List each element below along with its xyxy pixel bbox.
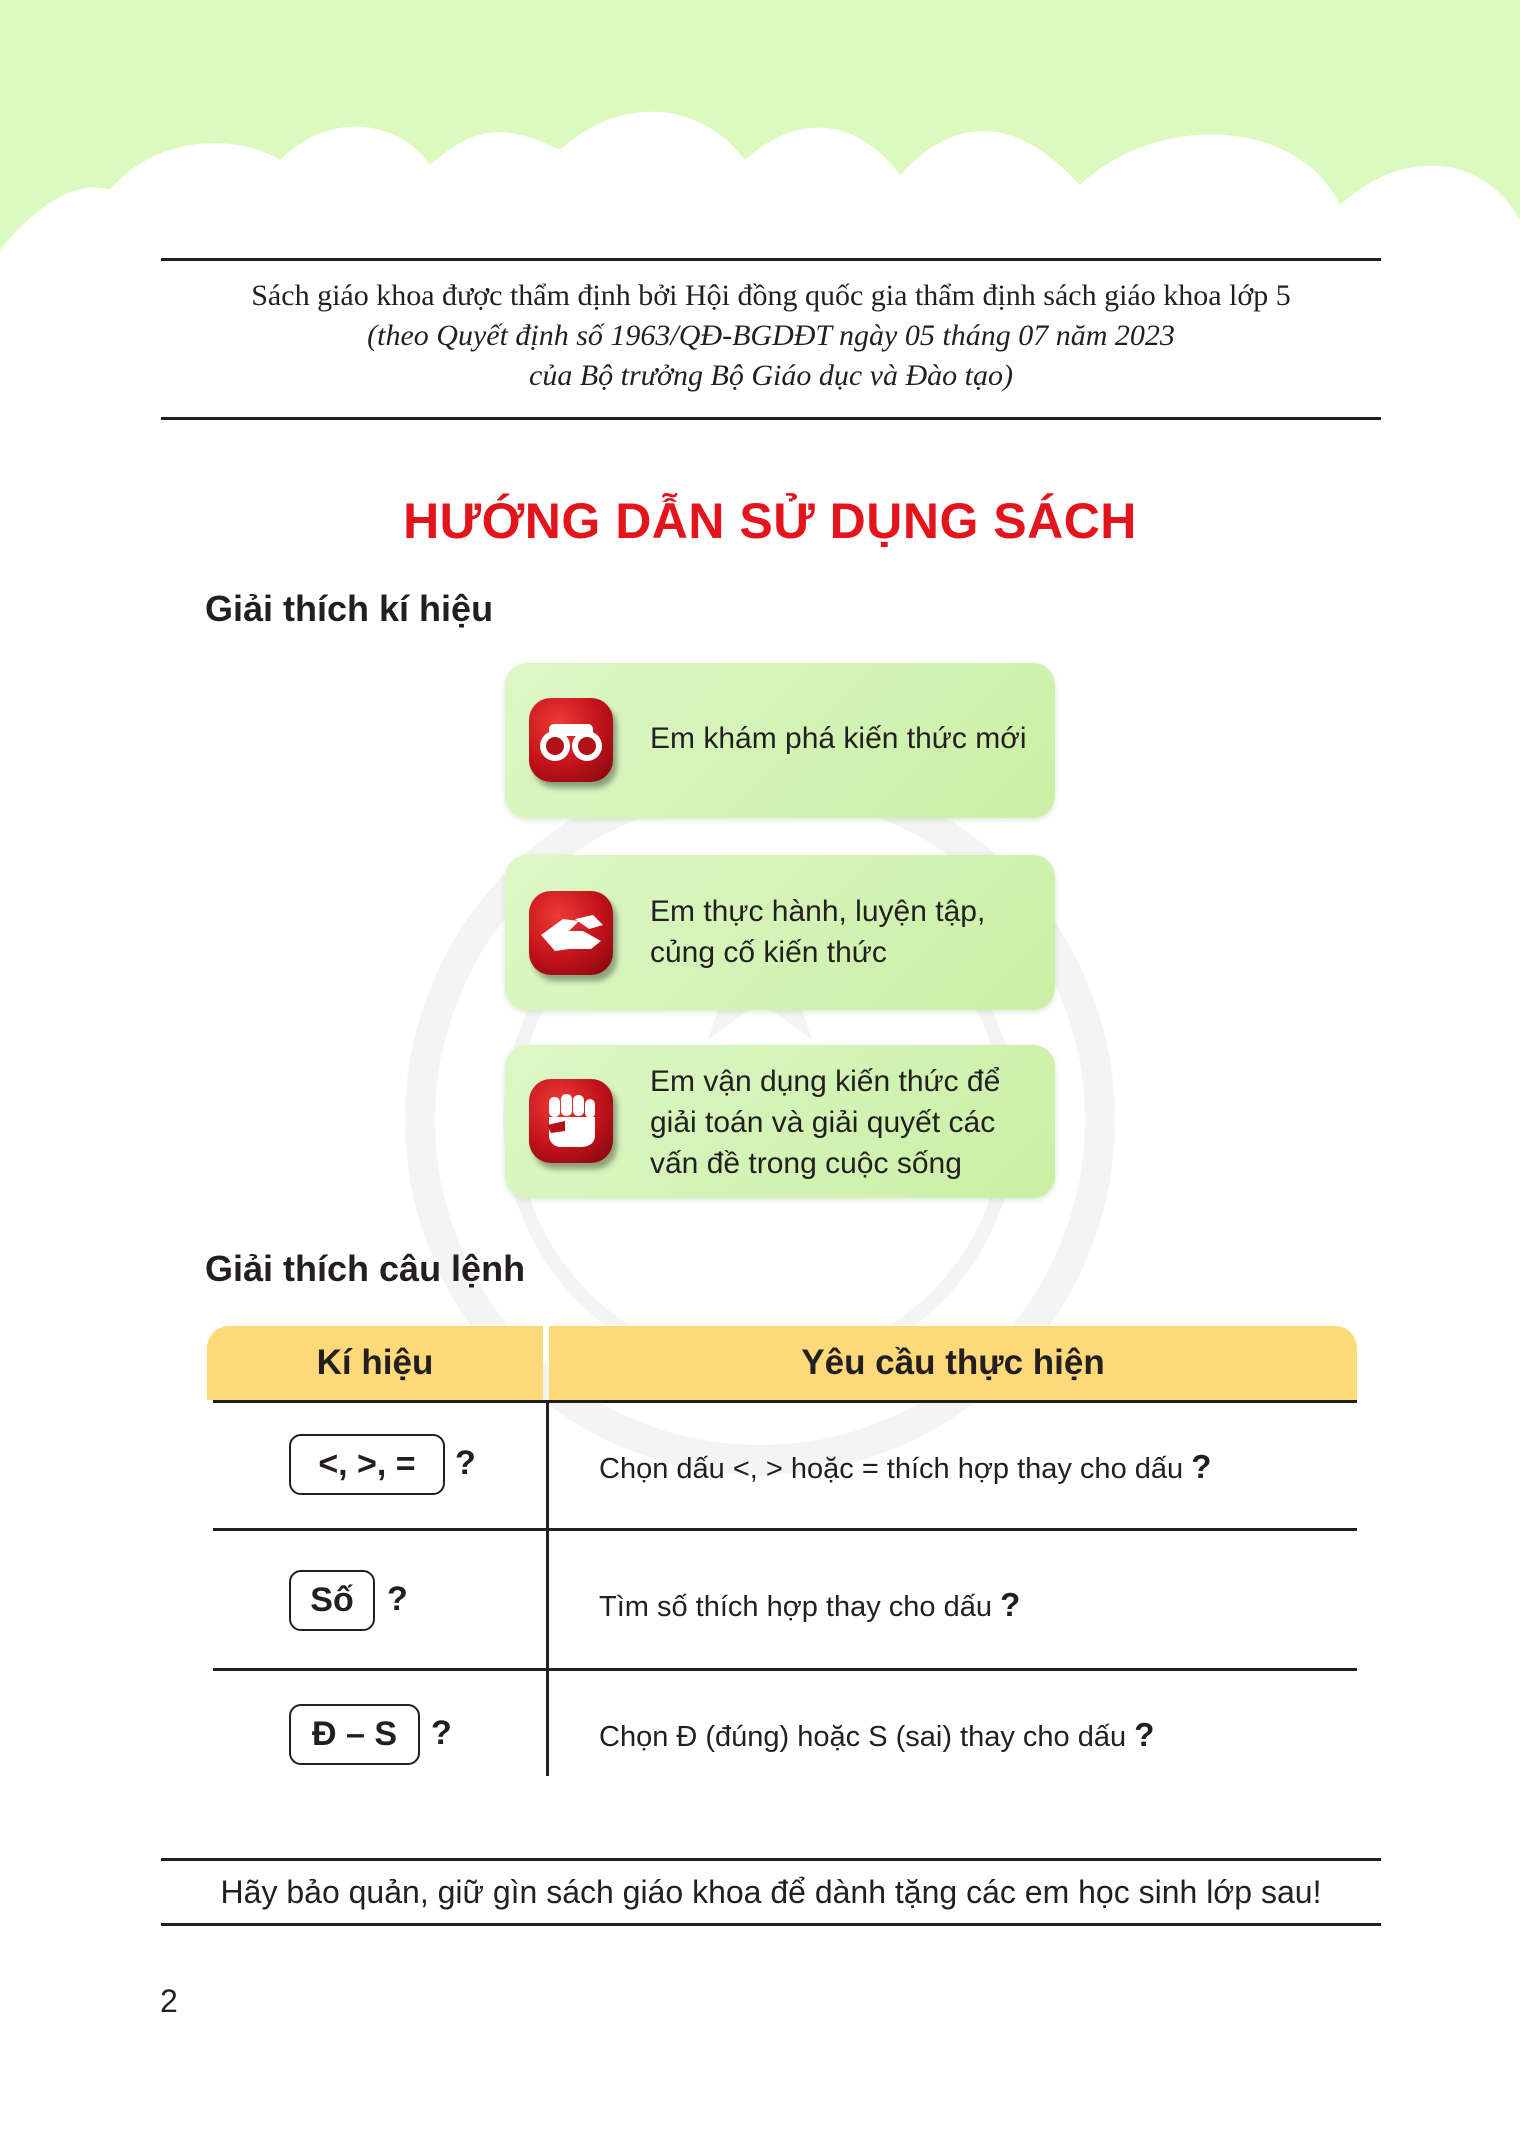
table-row xyxy=(599,1448,1211,1486)
cloud-background xyxy=(0,0,1520,260)
symbol-card-text: Em khám phá kiến thức mới xyxy=(650,722,1027,755)
question-mark: ? xyxy=(455,1444,476,1482)
handshake-icon xyxy=(529,891,613,975)
binoculars-icon xyxy=(529,698,613,782)
symbol-card-text xyxy=(650,891,985,973)
request-question-mark: ? xyxy=(1191,1448,1212,1485)
symbol-card-line: Em thực hành, luyện tập, xyxy=(650,895,986,928)
symbol-compare: <, >, = xyxy=(289,1434,445,1495)
page-number: 2 xyxy=(160,1983,178,2019)
page-title: HƯỚNG DẪN SỬ DỤNG SÁCH xyxy=(403,493,1137,549)
header-symbol: Kí hiệu xyxy=(207,1326,543,1400)
table-row xyxy=(599,1716,1154,1754)
approval-line-1: Sách giáo khoa được thẩm định bởi Hội đồng quốc gia thẩm định sách giáo khoa lớp 5 xyxy=(251,279,1291,312)
symbol-card-line: củng cố kiến thức xyxy=(650,936,887,969)
symbol-card-practice xyxy=(505,855,1055,1010)
request-text: Chọn dấu <, > hoặc = thích hợp thay cho dấu xyxy=(599,1453,1184,1485)
symbol-true-false: Đ – S xyxy=(289,1704,420,1765)
request-question-mark: ? xyxy=(1000,1586,1021,1623)
preservation-note: Hãy bảo quản, giữ gìn sách giáo khoa để dành tặng các em học sinh lớp sau! xyxy=(161,1858,1381,1926)
fist-icon xyxy=(529,1079,613,1163)
table-divider xyxy=(213,1668,1357,1671)
symbol-card-apply xyxy=(505,1045,1055,1198)
symbol-card-discover xyxy=(505,663,1055,818)
table-header xyxy=(207,1326,1357,1400)
commands-table xyxy=(207,1326,1357,1776)
table-column-divider xyxy=(546,1403,549,1776)
table-row xyxy=(599,1586,1020,1624)
symbol-number: Số xyxy=(289,1570,375,1631)
request-text: Chọn Đ (đúng) hoặc S (sai) thay cho dấu xyxy=(599,1721,1127,1753)
table-divider xyxy=(213,1400,1357,1403)
symbol-card-line: Em vận dụng kiến thức để xyxy=(650,1065,1001,1098)
question-mark: ? xyxy=(387,1580,408,1618)
approval-line-3: của Bộ trưởng Bộ Giáo dục và Đào tạo) xyxy=(529,359,1013,392)
approval-line-2: (theo Quyết định số 1963/QĐ-BGDĐT ngày 05 tháng 07 năm 2023 xyxy=(367,319,1175,352)
request-text: Tìm số thích hợp thay cho dấu xyxy=(599,1591,993,1623)
symbol-card-text xyxy=(650,1061,1000,1184)
request-question-mark: ? xyxy=(1134,1716,1155,1753)
header-request: Yêu cầu thực hiện xyxy=(549,1326,1357,1400)
commands-section-title: Giải thích câu lệnh xyxy=(205,1248,526,1289)
approval-notice xyxy=(161,258,1381,420)
symbol-card-line: giải toán và giải quyết các xyxy=(650,1106,996,1139)
symbols-section-title: Giải thích kí hiệu xyxy=(205,588,494,629)
table-divider xyxy=(213,1528,1357,1531)
question-mark: ? xyxy=(431,1714,452,1752)
symbol-card-line: vấn đề trong cuộc sống xyxy=(650,1147,962,1180)
